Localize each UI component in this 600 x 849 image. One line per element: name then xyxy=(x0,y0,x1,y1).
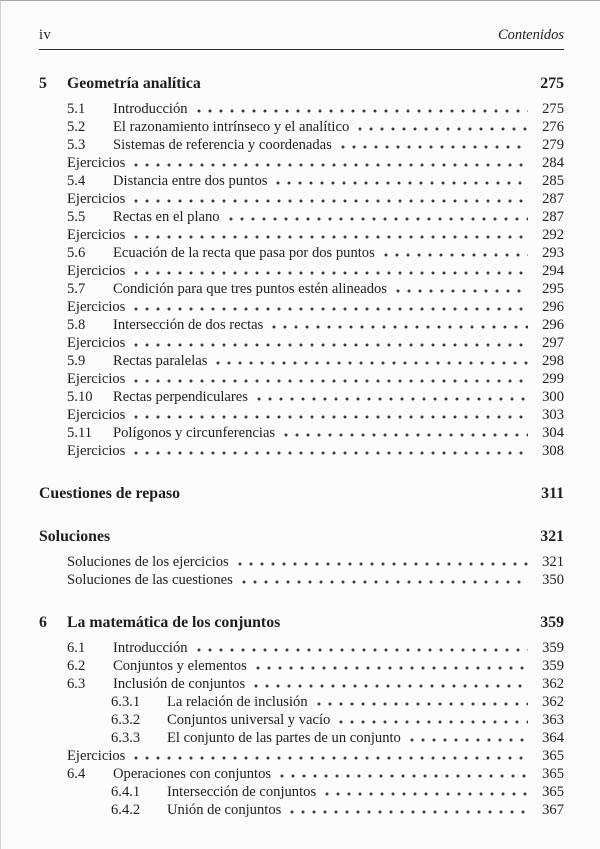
entry-title: Ejercicios xyxy=(67,227,126,243)
entry-title: La relación de inclusión xyxy=(167,694,308,710)
toc-entry-6.4.2 xyxy=(39,801,564,819)
entry-title: Soluciones de las cuestiones xyxy=(67,572,233,588)
entry-title: Ecuación de la recta que pasa por dos puntos xyxy=(113,245,375,261)
toc-entry-6.3.3 xyxy=(39,729,564,747)
dot-leader xyxy=(134,307,528,311)
dot-leader xyxy=(134,415,528,419)
toc-entry-ejercicios xyxy=(39,190,564,208)
entry-number: 6.4.2 xyxy=(111,802,141,818)
entry-page-number: 304 xyxy=(542,425,564,441)
entry-page-number: 293 xyxy=(542,245,564,261)
dot-leader xyxy=(254,684,528,688)
entry-number: 5.11 xyxy=(67,425,92,441)
toc-entry-soluciones-de-los-ejercicios xyxy=(39,553,564,571)
entry-page-number: 292 xyxy=(542,227,564,243)
entry-number: 5.9 xyxy=(67,353,86,369)
entry-page-number: 365 xyxy=(542,784,564,800)
running-header xyxy=(39,27,564,50)
entry-title: Conjuntos y elementos xyxy=(113,658,247,674)
running-header-title: Contenidos xyxy=(497,27,564,43)
entry-number: 6.3.3 xyxy=(111,730,141,746)
entry-number: 5 xyxy=(39,75,47,92)
entry-number: 5.5 xyxy=(67,209,86,225)
dot-leader xyxy=(317,702,528,706)
dot-leader xyxy=(197,648,528,652)
entry-number: 5.6 xyxy=(67,245,86,261)
toc-entry-5.5 xyxy=(39,208,564,226)
table-of-contents xyxy=(39,74,564,819)
entry-title: El razonamiento intrínseco y el analítico xyxy=(113,119,350,135)
dot-leader xyxy=(216,361,528,365)
entry-page-number: 296 xyxy=(542,299,564,315)
entry-page-number: 364 xyxy=(542,730,564,746)
entry-title: Ejercicios xyxy=(67,335,126,351)
toc-entry-6.2 xyxy=(39,657,564,675)
entry-title: Soluciones de los ejercicios xyxy=(67,554,229,570)
toc-entry-5 xyxy=(39,74,564,93)
entry-title: Ejercicios xyxy=(67,155,126,171)
entry-title: Ejercicios xyxy=(67,299,126,315)
entry-title: Distancia entre dos puntos xyxy=(113,173,268,189)
entry-page-number: 363 xyxy=(542,712,564,728)
entry-page-number: 300 xyxy=(542,389,564,405)
dot-leader xyxy=(257,397,528,401)
dot-leader xyxy=(229,217,528,221)
entry-page-number: 308 xyxy=(542,443,564,459)
entry-number: 5.7 xyxy=(67,281,86,297)
dot-leader xyxy=(134,756,528,760)
dot-leader xyxy=(242,580,528,584)
entry-title: El conjunto de las partes de un conjunto xyxy=(167,730,401,746)
entry-page-number: 359 xyxy=(542,658,564,674)
entry-number: 6 xyxy=(39,614,47,631)
page-number-folio: iv xyxy=(39,27,52,43)
entry-number: 5.1 xyxy=(67,101,86,117)
entry-number: 5.4 xyxy=(67,173,86,189)
entry-title: Inclusión de conjuntos xyxy=(113,676,246,692)
dot-leader xyxy=(238,562,528,566)
dot-leader xyxy=(134,451,528,455)
toc-entry-6.4.1 xyxy=(39,783,564,801)
dot-leader xyxy=(197,109,528,113)
toc-entry-6.3 xyxy=(39,675,564,693)
toc-entry-5.8 xyxy=(39,316,564,334)
dot-leader xyxy=(280,774,528,778)
entry-number: 6.4 xyxy=(67,766,86,782)
entry-page-number: 350 xyxy=(542,572,564,588)
toc-entry-cuestiones-de-repaso xyxy=(39,484,564,503)
toc-entry-ejercicios xyxy=(39,442,564,460)
entry-number: 6.1 xyxy=(67,640,86,656)
toc-entry-soluciones xyxy=(39,527,564,546)
entry-title: Unión de conjuntos xyxy=(167,802,282,818)
entry-page-number: 298 xyxy=(542,353,564,369)
entry-title: Operaciones con conjuntos xyxy=(113,766,272,782)
entry-number: 6.2 xyxy=(67,658,86,674)
dot-leader xyxy=(134,199,528,203)
entry-title: Ejercicios xyxy=(67,191,126,207)
entry-title: Ejercicios xyxy=(67,748,126,764)
toc-entry-5.6 xyxy=(39,244,564,262)
toc-entry-6.3.1 xyxy=(39,693,564,711)
dot-leader xyxy=(339,720,528,724)
dot-leader xyxy=(325,792,528,796)
entry-title: La matemática de los conjuntos xyxy=(67,614,281,631)
entry-number: 6.3.2 xyxy=(111,712,141,728)
entry-page-number: 359 xyxy=(542,640,564,656)
toc-entry-5.7 xyxy=(39,280,564,298)
entry-title: Intersección de conjuntos xyxy=(167,784,317,800)
toc-entry-6.3.2 xyxy=(39,711,564,729)
dot-leader xyxy=(284,433,528,437)
dot-leader xyxy=(134,271,528,275)
toc-entry-5.10 xyxy=(39,388,564,406)
entry-page-number: 299 xyxy=(542,371,564,387)
dot-leader xyxy=(134,343,528,347)
entry-number: 6.4.1 xyxy=(111,784,141,800)
entry-page-number: 367 xyxy=(542,802,564,818)
entry-page-number: 321 xyxy=(542,554,564,570)
entry-page-number: 287 xyxy=(542,209,564,225)
toc-entry-6.1 xyxy=(39,639,564,657)
dot-leader xyxy=(341,145,528,149)
toc-entry-ejercicios xyxy=(39,747,564,765)
entry-page-number: 294 xyxy=(542,263,564,279)
entry-page-number: 303 xyxy=(542,407,564,423)
entry-title: Conjuntos universal y vacío xyxy=(167,712,331,728)
entry-title: Rectas en el plano xyxy=(113,209,220,225)
entry-number: 6.3 xyxy=(67,676,86,692)
entry-page-number: 287 xyxy=(542,191,564,207)
toc-entry-6.4 xyxy=(39,765,564,783)
dot-leader xyxy=(276,181,528,185)
entry-title: Cuestiones de repaso xyxy=(39,485,181,502)
dot-leader xyxy=(256,666,528,670)
entry-number: 5.3 xyxy=(67,137,86,153)
dot-leader xyxy=(290,810,528,814)
toc-entry-ejercicios xyxy=(39,154,564,172)
entry-title: Condición para que tres puntos estén alineados xyxy=(113,281,387,297)
entry-title: Ejercicios xyxy=(67,371,126,387)
entry-page-number: 295 xyxy=(542,281,564,297)
toc-entry-5.11 xyxy=(39,424,564,442)
dot-leader xyxy=(134,235,528,239)
entry-number: 5.2 xyxy=(67,119,86,135)
entry-page-number: 275 xyxy=(540,75,564,92)
toc-entry-5.4 xyxy=(39,172,564,190)
dot-leader xyxy=(134,379,528,383)
entry-title: Intersección de dos rectas xyxy=(113,317,264,333)
dot-leader xyxy=(410,738,528,742)
entry-number: 5.10 xyxy=(67,389,93,405)
dot-leader xyxy=(358,127,528,131)
dot-leader xyxy=(384,253,528,257)
dot-leader xyxy=(134,163,528,167)
entry-page-number: 297 xyxy=(542,335,564,351)
toc-entry-ejercicios xyxy=(39,262,564,280)
entry-title: Sistemas de referencia y coordenadas xyxy=(113,137,332,153)
entry-title: Geometría analítica xyxy=(67,75,201,92)
entry-title: Ejercicios xyxy=(67,263,126,279)
toc-entry-ejercicios xyxy=(39,370,564,388)
toc-entry-soluciones-de-las-cuestiones xyxy=(39,571,564,589)
entry-page-number: 311 xyxy=(541,485,564,502)
entry-title: Soluciones xyxy=(39,528,111,545)
toc-entry-5.9 xyxy=(39,352,564,370)
entry-page-number: 275 xyxy=(542,101,564,117)
entry-page-number: 285 xyxy=(542,173,564,189)
entry-title: Introducción xyxy=(113,101,188,117)
entry-title: Ejercicios xyxy=(67,407,126,423)
entry-title: Introducción xyxy=(113,640,188,656)
entry-title: Rectas perpendiculares xyxy=(113,389,248,405)
toc-entry-6 xyxy=(39,613,564,632)
entry-page-number: 365 xyxy=(542,748,564,764)
entry-page-number: 321 xyxy=(540,528,564,545)
toc-entry-ejercicios xyxy=(39,226,564,244)
entry-page-number: 362 xyxy=(542,694,564,710)
dot-leader xyxy=(272,325,528,329)
entry-title: Rectas paralelas xyxy=(113,353,208,369)
toc-entry-ejercicios xyxy=(39,298,564,316)
entry-page-number: 362 xyxy=(542,676,564,692)
toc-entry-5.3 xyxy=(39,136,564,154)
entry-page-number: 276 xyxy=(542,119,564,135)
entry-title: Ejercicios xyxy=(67,443,126,459)
dot-leader xyxy=(396,289,528,293)
entry-title: Polígonos y circunferencias xyxy=(113,425,276,441)
toc-entry-5.1 xyxy=(39,100,564,118)
toc-entry-ejercicios xyxy=(39,334,564,352)
entry-page-number: 284 xyxy=(542,155,564,171)
entry-page-number: 359 xyxy=(540,614,564,631)
toc-entry-ejercicios xyxy=(39,406,564,424)
entry-page-number: 365 xyxy=(542,766,564,782)
entry-number: 5.8 xyxy=(67,317,86,333)
book-page xyxy=(1,1,600,849)
entry-page-number: 279 xyxy=(542,137,564,153)
entry-number: 6.3.1 xyxy=(111,694,141,710)
toc-entry-5.2 xyxy=(39,118,564,136)
entry-page-number: 296 xyxy=(542,317,564,333)
